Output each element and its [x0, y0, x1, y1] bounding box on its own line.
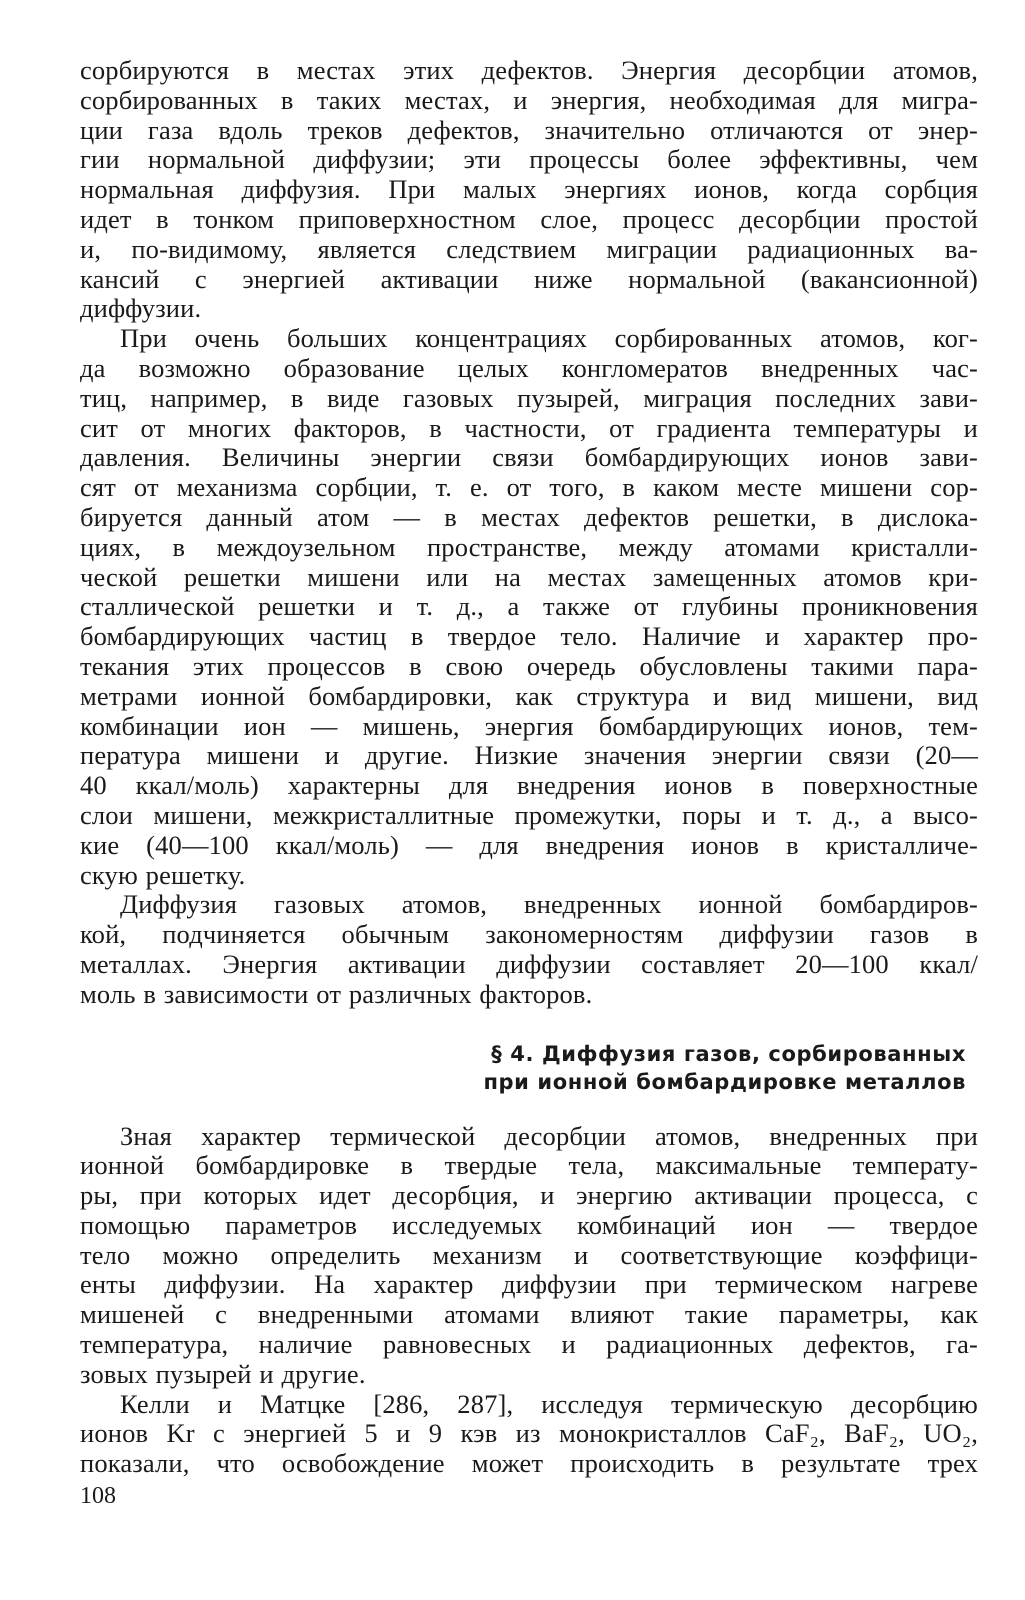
section-heading-line: § 4. Диффузия газов, сорбированных [491, 1041, 966, 1066]
text-line: ры, при которых идет десорбция, и энергию активации процесса, с [80, 1180, 978, 1211]
text-line: кансий с энергией активации ниже нормальной (вакансионной) [80, 263, 978, 294]
text-line: енты диффузии. На характер диффузии при термическом нагреве [80, 1269, 978, 1300]
text-line: Зная характер термической десорбции атомов, внедренных при [120, 1120, 978, 1151]
text-line: диффузии. [80, 293, 202, 324]
text-line: Келли и Матцке [286, 287], исследуя термическую десорбцию [120, 1388, 978, 1419]
text-line: сят от механизма сорбции, т. е. от того, в каком месте мишени сор- [80, 472, 978, 503]
text-line: показали, что освобождение может происходить в результате трех [80, 1448, 978, 1479]
paragraph-1 [80, 56, 978, 324]
text-line: температура, наличие равновесных и радиационных дефектов, га- [80, 1329, 978, 1360]
text-line: 40 ккал/моль) характерны для внедрения ионов в поверхностные [80, 770, 978, 801]
text-line: гии нормальной диффузии; эти процессы более эффективны, чем [80, 144, 978, 175]
text-line: мишеней с внедренными атомами влияют такие параметры, как [80, 1299, 978, 1330]
text-line: сталлической решетки и т. д., а также от глубины проникновения [80, 591, 978, 622]
text-line: помощью параметров исследуемых комбинаций ион — твердое [80, 1209, 978, 1240]
text-line: ионной бомбардировке в твердые тела, максимальные температу- [80, 1150, 978, 1181]
text-line: пература мишени и другие. Низкие значения энергии связи (20— [80, 740, 978, 771]
text-line: При очень больших концентрациях сорбированных атомов, ког- [120, 323, 978, 354]
paragraph-3 [80, 890, 978, 1009]
text-line: кие (40—100 ккал/моль) — для внедрения ионов в кристалличе- [80, 829, 978, 860]
text-line: ческой решетки мишени или на местах замещенных атомов кри- [80, 561, 978, 592]
text-line: и, по-видимому, является следствием миграции радиационных ва- [80, 233, 978, 264]
paragraph-5 [80, 1390, 978, 1479]
text-line: ции газа вдоль треков дефектов, значительно отличаются от энер- [80, 114, 978, 145]
text-line: циях, в междоузельном пространстве, между атомами кристалли- [80, 531, 978, 562]
text-line: да возможно образование целых конгломератов внедренных час- [80, 352, 978, 383]
text-line: скую решетку. [80, 859, 246, 890]
body-text [80, 56, 978, 1479]
text-line: ионов Kr с энергией 5 и 9 кэв из монокристаллов CaF₂, BaF₂, UO₂, [80, 1418, 978, 1449]
text-line: давления. Величины энергии связи бомбардирующих ионов зави- [80, 442, 978, 473]
text-line: текания этих процессов в свою очередь обусловлены такими пара- [80, 650, 978, 681]
page-number: 108 [80, 1483, 116, 1509]
text-line: кой, подчиняется обычным закономерностям диффузии газов в [80, 919, 978, 950]
text-line: слои мишени, межкристаллитные промежутки, поры и т. д., а высо- [80, 799, 978, 830]
text-line: сорбированных в таких местах, и энергия, необходимая для мигра- [80, 84, 978, 115]
text-line: сит от многих факторов, в частности, от градиента температуры и [80, 412, 978, 443]
text-line: моль в зависимости от различных факторов. [80, 978, 593, 1009]
text-line: бомбардирующих частиц в твердое тело. Наличие и характер про- [80, 621, 978, 652]
text-line: тиц, например, в виде газовых пузырей, миграция последних зави- [80, 382, 978, 413]
text-line: металлах. Энергия активации диффузии составляет 20—100 ккал/ [80, 948, 978, 979]
text-line: метрами ионной бомбардировки, как структура и вид мишени, вид [80, 680, 978, 711]
paragraph-2 [80, 324, 978, 890]
section-heading-line: при ионной бомбардировке металлов [483, 1069, 966, 1094]
text-line: комбинации ион — мишень, энергия бомбардирующих ионов, тем- [80, 710, 978, 741]
text-line: зовых пузырей и другие. [80, 1358, 366, 1389]
paragraph-4 [80, 1122, 978, 1390]
text-line: идет в тонком приповерхностном слое, процесс десорбции простой [80, 203, 978, 234]
section-heading [80, 1040, 978, 1096]
text-line: бируется данный атом — в местах дефектов решетки, в дислока- [80, 501, 978, 532]
text-line: нормальная диффузия. При малых энергиях ионов, когда сорбция [80, 174, 978, 205]
text-line: сорбируются в местах этих дефектов. Энергия десорбции атомов, [80, 55, 978, 85]
text-line: Диффузия газовых атомов, внедренных ионной бомбардиров- [120, 889, 978, 920]
text-line: тело можно определить механизм и соответствующие коэффици- [80, 1239, 978, 1270]
